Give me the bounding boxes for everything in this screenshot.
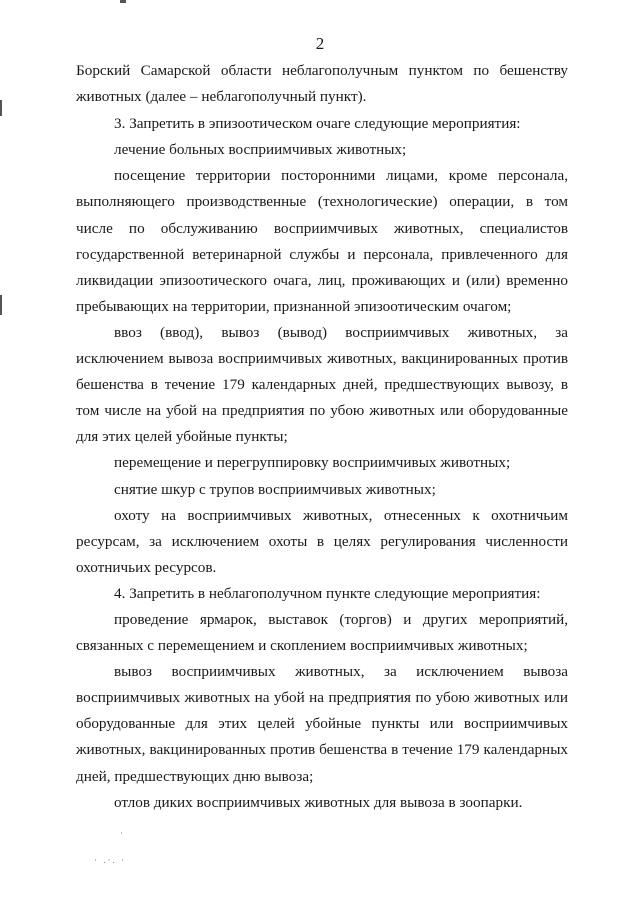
scan-artifact: · .·. · (94, 855, 126, 865)
scan-artifact-2: · (120, 828, 125, 838)
paragraph-prohibition-hunting: охоту на восприимчивых животных, отнесенных к охотничьим ресурсам, за исключением охоты в целях регулирования численности охотничьих ресурсов. (76, 506, 568, 576)
paragraph-prohibition-treatment: лечение больных восприимчивых животных; (114, 141, 407, 159)
paragraph-prohibition-capture: отлов диких восприимчивых животных для вывоза в зоопарки. (114, 793, 523, 811)
paragraph-prohibition-visits: посещение территории посторонними лицами, кроме персонала, выполняющего производственные (технологические) операции, в том числе по обслуживанию восприимчивых животных, специалистов государственной ветеринарной службы и персонала, привлеченного для ликвидации эпизоотического очага, лиц, проживающих и (или) временно пребывающих на территории, признанной эпизоотическим очагом; (76, 167, 568, 315)
paragraph-prohibition-regrouping: перемещение и перегруппировку восприимчивых животных; (114, 454, 511, 472)
page-number: 2 (315, 34, 325, 53)
paragraph-prohibition-fairs: проведение ярмарок, выставок (торгов) и других мероприятий, связанных с перемещением и скоплением восприимчивых животных; (76, 610, 568, 655)
paragraph-item-3: 3. Запретить в эпизоотическом очаге следующие мероприятия: (114, 115, 521, 133)
paragraph-continuation: Борский Самарской области неблагополучным пунктом по бешенству животных (далее – неблагополучный пункт). (76, 62, 568, 106)
scan-edge-mark-top (120, 0, 126, 3)
paragraph-prohibition-removal: вывоз восприимчивых животных, за исключением вывоза восприимчивых животных на убой на предприятия по убою животных или оборудованные для этих целей убойные пункты или восприимчивых животных, вакцинированных против бешенства в течение 179 календарных дней, предшествующих дню вывоза; (76, 663, 568, 785)
paragraph-item-4: 4. Запретить в неблагополучном пункте следующие мероприятия: (114, 584, 541, 602)
paragraph-prohibition-skinning: снятие шкур с трупов восприимчивых животных; (114, 480, 436, 498)
document-body (76, 58, 568, 816)
paragraph-prohibition-import-export: ввоз (ввод), вывоз (вывод) восприимчивых животных, за исключением вывоза восприимчивых животных, вакцинированных против бешенства в течение 179 календарных дней, предшествующих вывозу, в том числе на убой на предприятия по убою животных или оборудованные для этих целей убойные пункты; (76, 323, 568, 446)
scan-edge-mark-left (0, 100, 2, 116)
scan-edge-mark-left-2 (0, 295, 2, 315)
